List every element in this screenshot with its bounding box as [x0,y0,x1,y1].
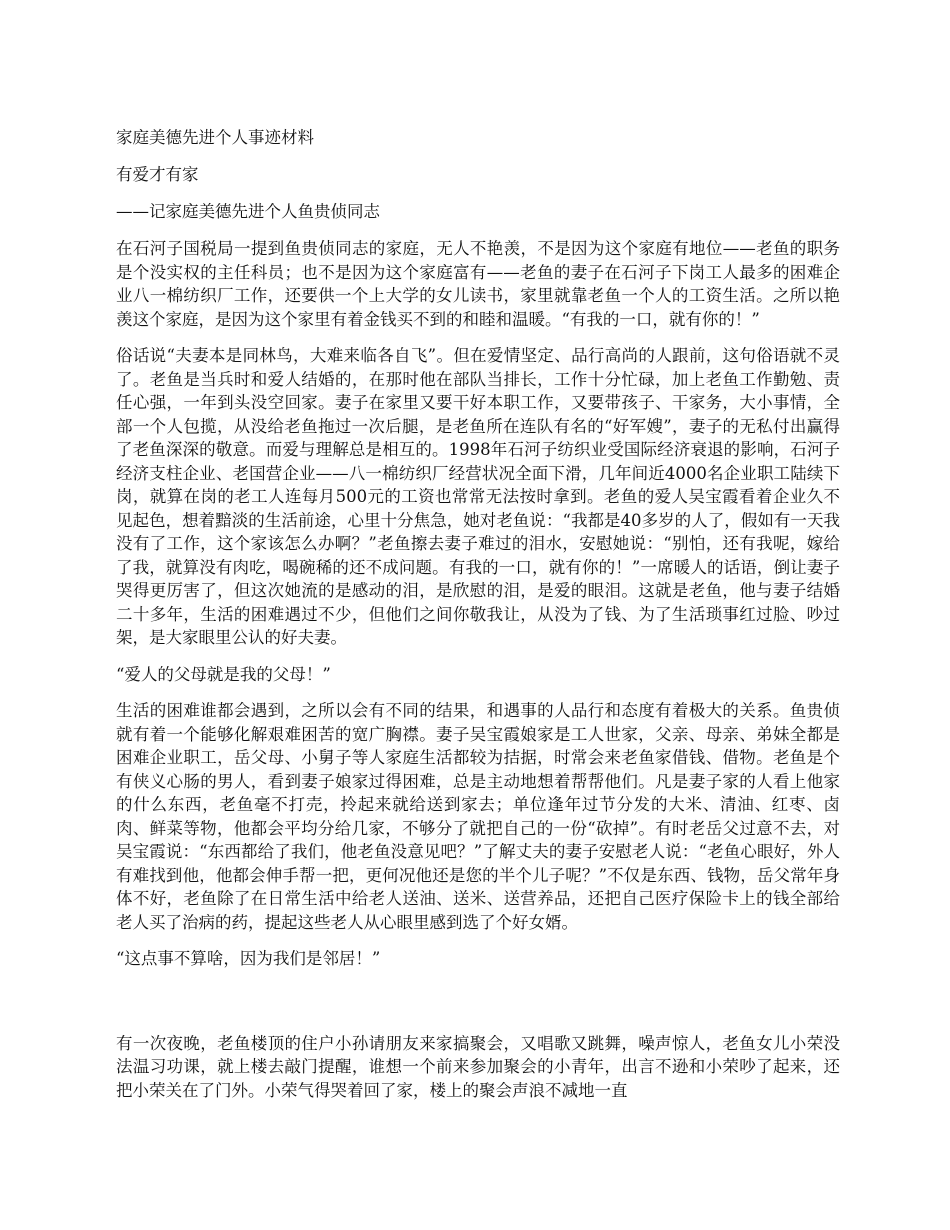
paragraph-neighbors: 有一次夜晚，老鱼楼顶的住户小孙请朋友来家搞聚会，又唱歌又跳舞，噪声惊人，老鱼女儿小荣没法温习功课，就上楼去敲门提醒，谁想一个前来参加聚会的小青年，出言不逊和小荣吵了起来，还把小荣关在了门外。小荣气得哭着回了家，楼上的聚会声浪不减地一直 [116,1033,840,1100]
document-title: 家庭美德先进个人事迹材料 [116,128,314,147]
document-subheading: ——记家庭美德先进个人鱼贵侦同志 [116,202,380,221]
paragraph-intro: 在石河子国税局一提到鱼贵侦同志的家庭，无人不艳羡，不是因为这个家庭有地位——老鱼的职务是个没实权的主任科员；也不是因为这个家庭富有——老鱼的妻子在石河子下岗工人最多的困难企业八一棉纺织厂工作，还要供一个上大学的女儿读书，家里就靠老鱼一个人的工资生活。之所以艳羡这个家庭，是因为这个家里有着金钱买不到的和睦和温暖。“有我的一口，就有你的！” [116,239,840,329]
section-heading-neighbors: “这点事不算啥，因为我们是邻居！” [116,949,381,968]
paragraph-couple: 俗话说“夫妻本是同林鸟，大难来临各自飞”。但在爱情坚定、品行高尚的人跟前，这句俗语就不灵了。老鱼是当兵时和爱人结婚的，在那时他在部队当排长，工作十分忙碌，加上老鱼工作勤勉、责任心强，一年到头没空回家。妻子在家里又要干好本职工作，又要带孩子、干家务，大小事情，全部一个人包揽，从没给老鱼拖过一次后腿，是老鱼所在连队有名的“好军嫂”，妻子的无私付出赢得了老鱼深深的敬意。而爱与理解总是相互的。1998年石河子纺织业受国际经济衰退的影响，石河子经济支柱企业、老国营企业——八一棉纺织厂经营状况全面下滑，几年间近4000名企业职工陆续下岗，就算在岗的老工人连每月500元的工资也常常无法按时拿到。老鱼的爱人吴宝霞看着企业久不见起色，想着黯淡的生活前途，心里十分焦急，她对老鱼说：“我都是40多岁的人了，假如有一天我没有了工作，这个家该怎么办啊？”老鱼擦去妻子难过的泪水，安慰她说：“别怕，还有我呢，嫁给了我，就算没有肉吃，喝碗稀的还不成问题。有我的一口，就有你的！”一席暖人的话语，倒让妻子哭得更厉害了，但这次她流的是感动的泪，是欣慰的泪，是爱的眼泪。这就是老鱼，他与妻子结婚二十多年，生活的困难遇过不少，但他们之间你敬我让，从没为了钱、为了生活琐事红过脸、吵过架，是大家眼里公认的好夫妻。 [116,346,840,647]
document-page [116,126,840,1115]
blank-spacer [116,984,840,1032]
section-heading-parents: “爱人的父母就是我的父母！” [116,664,331,684]
paragraph-parents: 生活的困难谁都会遇到，之所以会有不同的结果，和遇事的人品行和态度有着极大的关系。鱼贵侦就有着一个能够化解艰难困苦的宽广胸襟。妻子吴宝霞娘家是工人世家，父亲、母亲、弟妹全都是困难企业职工，岳父母、小舅子等人家庭生活都较为拮据，时常会来老鱼家借钱、借物。老鱼是个有侠义心肠的男人，看到妻子娘家过得困难，总是主动地想着帮帮他们。凡是妻子家的人看上他家的什么东西，老鱼毫不打売，拎起来就给送到家去；单位逢年过节分发的大米、清油、红枣、卤肉、鲜菜等物，他都会平均分给几家，不够分了就把自己的一份“砍掉”。有时老岳父过意不去，对吴宝霞说：“东西都给了我们，他老鱼没意见吧？”了解丈夫的妻子安慰老人说：“老鱼心眼好，外人有难找到他，他都会伸手帮一把，更何况他还是您的半个儿子呢？”不仅是东西、钱物，岳父常年身体不好，老鱼除了在日常生活中给老人送油、送米、送营养品，还把自己医疗保险卡上的钱全部给老人买了治病的药，提起这些老人从心眼里感到选了个好女婿。 [116,701,840,932]
document-heading: 有爱才有家 [116,165,199,184]
